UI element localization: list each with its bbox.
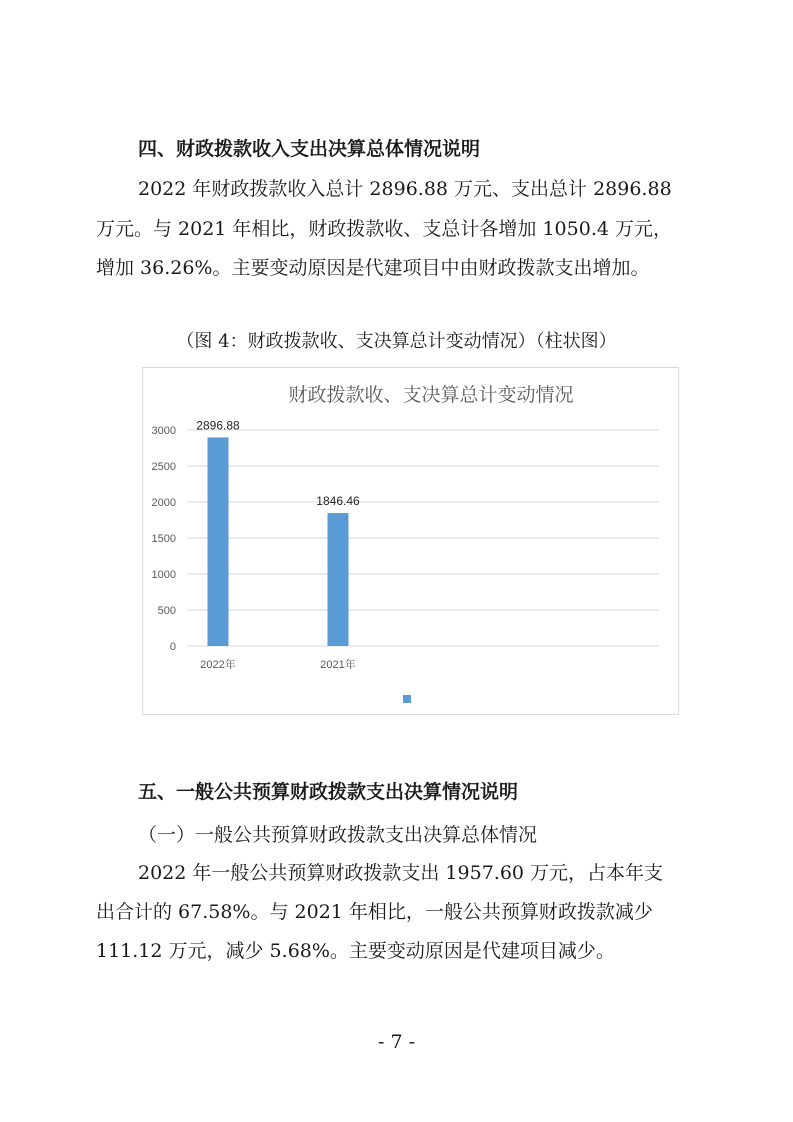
y-tick-label: 2000: [151, 497, 176, 509]
y-tick-label: 1500: [151, 533, 176, 545]
section-4-paragraph-line-3: 增加 36.26%。主要变动原因是代建项目中由财政拨款支出增加。: [96, 257, 650, 279]
section-4-heading: 四、财政拨款收入支出决算总体情况说明: [138, 138, 481, 160]
section-5-heading: 五、一般公共预算财政拨款支出决算情况说明: [138, 781, 519, 803]
section-5-paragraph-line-2: 出合计的 67.58%。与 2021 年相比，一般公共预算财政拨款减少: [96, 901, 653, 923]
data-label: 2896.88: [196, 418, 240, 433]
legend-marker: [403, 695, 411, 703]
bar-chart: [142, 367, 679, 715]
section-4-paragraph-line-2: 万元。与 2021 年相比，财政拨款收、支总计各增加 1050.4 万元，: [96, 218, 672, 240]
page-number: - 7 -: [377, 1031, 415, 1053]
section-5-paragraph-line-1: 2022 年一般公共预算财政拨款支出 1957.60 万元，占本年支: [138, 862, 664, 884]
x-tick-label: 2022年: [200, 659, 236, 671]
bar: [208, 437, 229, 646]
section-5-paragraph-line-3: 111.12 万元，减少 5.68%。主要变动原因是代建项目减少。: [96, 940, 615, 962]
section-5-subheading: （一）一般公共预算财政拨款支出决算总体情况: [138, 824, 538, 846]
y-tick-label: 1000: [151, 569, 176, 581]
y-tick-label: 2500: [151, 461, 176, 473]
x-tick-label: 2021年: [320, 659, 356, 671]
y-tick-label: 3000: [151, 425, 176, 437]
data-label: 1846.46: [316, 494, 360, 509]
figure-caption: （图 4：财政拨款收、支决算总计变动情况）（柱状图）: [176, 331, 617, 352]
y-tick-label: 0: [169, 641, 176, 653]
chart-title: 财政拨款收、支决算总计变动情况: [288, 385, 574, 406]
bar: [328, 513, 349, 646]
section-4-paragraph-line-1: 2022 年财政拨款收入总计 2896.88 万元、支出总计 2896.88: [138, 178, 672, 200]
y-tick-label: 500: [157, 605, 176, 617]
